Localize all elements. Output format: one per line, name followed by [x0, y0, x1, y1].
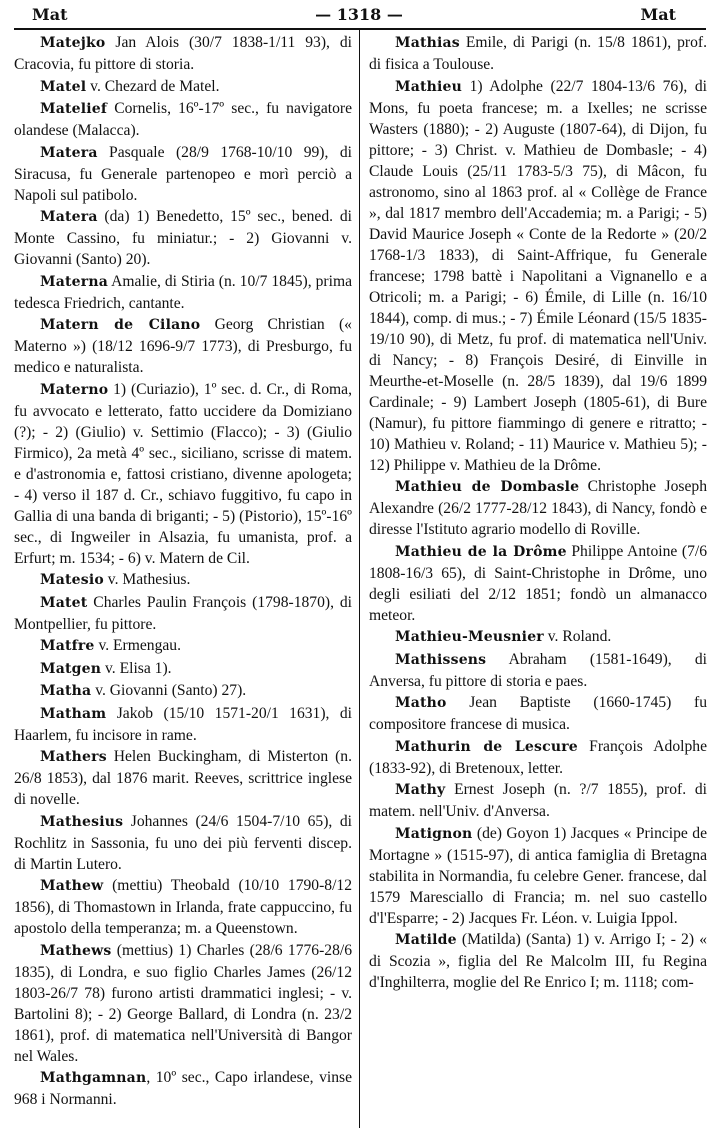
dictionary-entry — [14, 314, 352, 378]
entry-headword: Matgen — [40, 660, 102, 677]
dictionary-entry — [369, 823, 707, 929]
dictionary-entry — [369, 476, 707, 540]
page-number: — 1318 — — [315, 5, 403, 24]
entry-headword: Matet — [40, 594, 88, 611]
dictionary-entry — [14, 32, 352, 75]
entry-text: 1) (Curiazio), 1º sec. d. Cr., di Roma, fu avvocato e letterato, fatto uccidere da Domiziano (?); - 2) (Giulio) v. Settimio (Flacco); - 3) (Giulio Firmico), 2a metà 4º sec., siciliano, scrisse di matem. e d'astronomia e, fattosi cristiano, divenne apologeta; - 4) verso il 187 d. Cr., schiavo fuggitivo, fu capo in Gallia di una banda di briganti; - 5) (Pistorio), 15º-16º sec., di Ingweiler in Alsazia, fu umanista, prof. a Erfurt; m. 1534; - 6) v. Matern de Cil. — [14, 380, 352, 567]
dictionary-entry — [14, 271, 352, 314]
entry-text: Helen Buckingham, di Misterton (n. 26/8 1853), dal 1876 marit. Reeves, scrittrice inglese di novelle. — [14, 748, 352, 808]
dictionary-entry — [14, 206, 352, 270]
dictionary-entry — [14, 98, 352, 141]
entry-text: François Adolphe (1833-92), di Bretenoux, letter. — [369, 737, 707, 777]
entry-headword: Mathgamnan — [40, 1070, 147, 1086]
column-divider — [359, 30, 360, 1128]
dictionary-entry — [14, 658, 352, 680]
dictionary-entry — [369, 541, 707, 626]
entry-text: v. Giovanni (Santo) 27). — [91, 682, 247, 699]
entry-headword: Matesio — [40, 572, 104, 588]
entry-text: , 10º sec., Capo irlandese, vinse 968 i Normanni. — [14, 1069, 352, 1108]
entry-text: v. Chezard de Matel. — [86, 77, 220, 95]
entry-headword: Matfre — [40, 638, 95, 654]
entry-headword: Matera — [40, 144, 98, 161]
entry-headword: Mathers — [40, 749, 107, 765]
entry-text: 1) Adolphe (22/7 1804-13/6 76), di Mons, fu poeta francese; m. a Ixelles; ne scrisse Wasters (1880); - 2) Auguste (1807-64), di Dijon, fu pittore; - 3) Christ. v. Mathieu de Dombasle; - 4) Claude Louis (25/11 1783-5/3 75), di Mâcon, fu astronomo, sino al 1863 prof. al « Collège de France », dal 1817 membro dell'Accademia; m. a Parigi; - 5) David Maurice Joseph « Conte de la Redorte » (20/2 1768-1/3 1833), di Saint-Affrique, fu Generale francese; 1798 battè i Napolitani a Vignanello e a Otricoli; m. a Parigi; - 6) Émile, di Lille (n. 16/10 1844), comp. di mus.; - 7) Émile Léonard (15/5 1835-19/10 90), di Metz, fu prof. di matematica nell'Univ. di Nancy; - 8) François Desiré, di Einville in Meurthe-et-Moselle (n. 28/5 1839), dal 19/6 1899 Cardinale; - 9) Lambert Joseph (1805-61), di Bure (Namur), fu pittore fiammingo di genere e ritratto; - 10) Mathieu v. Roland; - 11) Maurice v. Mathieu 5); - 12) Philippe v. Mathieu de la Drôme. — [369, 77, 707, 474]
dictionary-entry — [14, 703, 352, 746]
entry-text: (da) 1) Benedetto, 15º sec., bened. di Monte Cassino, fu miniatur.; - 2) Giovanni v. Giovanni (Santo) 20). — [14, 208, 352, 268]
dictionary-entry — [369, 736, 707, 779]
dictionary-entry — [14, 811, 352, 875]
entry-text: Ernest Joseph (n. ?/7 1855), prof. di matem. nell'Univ. d'Anversa. — [369, 781, 707, 820]
entry-text: Georg Christian (« Materno ») (18/12 1696-9/7 1773), di Presburgo, fu medico e naturalista. — [14, 316, 352, 376]
entry-headword: Matel — [40, 78, 87, 95]
entry-headword: Matern de Cilano — [40, 317, 201, 333]
entry-text: Pasquale (28/9 1768-10/10 99), di Siracusa, fu Generale partenopeo e morì perciò a Napoli sul patibolo. — [14, 143, 352, 204]
left-column — [14, 32, 352, 1111]
entry-text: Charles Paulin François (1798-1870), di Montpellier, fu pittore. — [14, 593, 352, 633]
entry-text: Christophe Joseph Alexandre (26/2 1777-28/12 1843), di Nancy, fondò e diresse l'Istituto agrario modello di Roville. — [369, 478, 707, 538]
entry-text: Philippe Antoine (7/6 1808-16/3 65), di Saint-Christophe in Drôme, uno degli esiliati del 2/12 1851; fondò un almanacco meteor. — [369, 542, 707, 624]
dictionary-entry — [14, 142, 352, 206]
entry-headword: Mathews — [40, 942, 112, 959]
dictionary-entry — [14, 1067, 352, 1110]
dictionary-entry — [14, 379, 352, 569]
entry-headword: Matham — [40, 705, 107, 722]
entry-headword: Matejko — [40, 35, 106, 51]
dictionary-entry — [14, 76, 352, 98]
dictionary-entry — [369, 649, 707, 692]
right-column — [369, 32, 707, 994]
entry-headword: Mathissens — [395, 651, 487, 668]
dictionary-entry — [14, 940, 352, 1067]
entry-headword: Materno — [40, 381, 109, 398]
entry-headword: Matelief — [40, 101, 108, 117]
entry-text: v. Elisa 1). — [101, 659, 172, 677]
entry-text: v. Ermengau. — [94, 637, 182, 654]
dictionary-entry — [14, 680, 352, 702]
entry-text: Jan Alois (30/7 1838-1/11 93), di Cracovia, fu pittore di storia. — [14, 34, 352, 73]
entry-headword: Mathieu-Meusnier — [395, 629, 544, 645]
entry-headword: Matera — [40, 209, 98, 225]
dictionary-entry — [369, 929, 707, 993]
entry-text: Emile, di Parigi (n. 15/8 1861), prof. di fisica a Toulouse. — [369, 34, 707, 73]
entry-headword: Mathieu de la Drôme — [395, 543, 567, 560]
dictionary-entry — [14, 875, 352, 939]
entry-headword: Matignon — [395, 825, 473, 842]
entry-text: Cornelis, 16º-17º sec., fu navigatore olandese (Malacca). — [14, 100, 352, 139]
entry-text: v. Mathesius. — [103, 571, 191, 588]
header-left: Mat — [32, 5, 68, 24]
dictionary-entry — [369, 76, 707, 476]
entry-text: Jakob (15/10 1571-20/1 1631), di Haarlem, fu incisore in rame. — [14, 704, 352, 744]
entry-headword: Matho — [395, 695, 447, 711]
dictionary-entry — [369, 32, 707, 75]
entry-headword: Mathy — [395, 782, 446, 798]
dictionary-entry — [369, 626, 707, 648]
header-right: Mat — [640, 5, 676, 24]
entry-headword: Matha — [40, 683, 92, 699]
entry-headword: Mathesius — [40, 813, 124, 830]
entry-text: (Matilda) (Santa) 1) v. Arrigo I; - 2) « di Scozia », figlia del Re Malcolm III, fu Regina d'Inghilterra, moglie del Re Enrico I; m. 1118; com- — [369, 931, 707, 991]
dictionary-entry — [14, 592, 352, 635]
page-header — [12, 2, 706, 26]
dictionary-entry — [14, 746, 352, 810]
entry-text: (mettius) 1) Charles (28/6 1776-28/6 1835), di Londra, e suo figlio Charles James (26/12 1803-26/7 78) furono artisti drammatici inglesi; - v. Bartolini 8); - 2) George Ballard, di Londra (n. 23/2 1861), prof. di matematica nell'Università di Bangor nel Wales. — [14, 941, 352, 1065]
entry-text: (mettiu) Theobald (10/10 1790-8/12 1856), di Thomastown in Irlanda, frate cappuccino, fu apostolo della temperanza; m. a Queenstown. — [14, 877, 352, 937]
entry-headword: Mathew — [40, 878, 104, 894]
entry-headword: Mathias — [395, 35, 460, 51]
entry-headword: Matilde — [395, 932, 457, 948]
dictionary-entry — [14, 635, 352, 657]
header-rule — [14, 28, 706, 30]
entry-text: Jean Baptiste (1660-1745) fu compositore francese di musica. — [369, 694, 707, 733]
entry-text: Abraham (1581-1649), di Anversa, fu pittore di storia e paes. — [369, 650, 707, 690]
entry-headword: Mathurin de Lescure — [395, 738, 578, 755]
dictionary-entry — [369, 779, 707, 822]
entry-headword: Mathieu — [395, 78, 463, 95]
entry-text: Johannes (24/6 1504-7/10 65), di Rochlitz in Sassonia, fu uno dei più ferventi discep. di Martin Lutero. — [14, 812, 352, 873]
dictionary-entry — [14, 569, 352, 591]
entry-text: v. Roland. — [543, 628, 612, 645]
entry-headword: Materna — [40, 273, 108, 290]
entry-text: (de) Goyon 1) Jacques « Principe de Mortagne » (1515-97), di antica famiglia di Bretagna stabilita in Normandia, fu celebre Gener. francese, dal 1579 Maresciallo di Francia; m. nel suo castello d'l'Esparre; - 2) Jacques Fr. Léon. v. Luigia Ippol. — [369, 824, 707, 927]
dictionary-entry — [369, 692, 707, 735]
entry-headword: Mathieu de Dombasle — [395, 479, 580, 495]
entry-text: Amalie, di Stiria (n. 10/7 1845), prima tedesca Friedrich, cantante. — [14, 272, 352, 312]
